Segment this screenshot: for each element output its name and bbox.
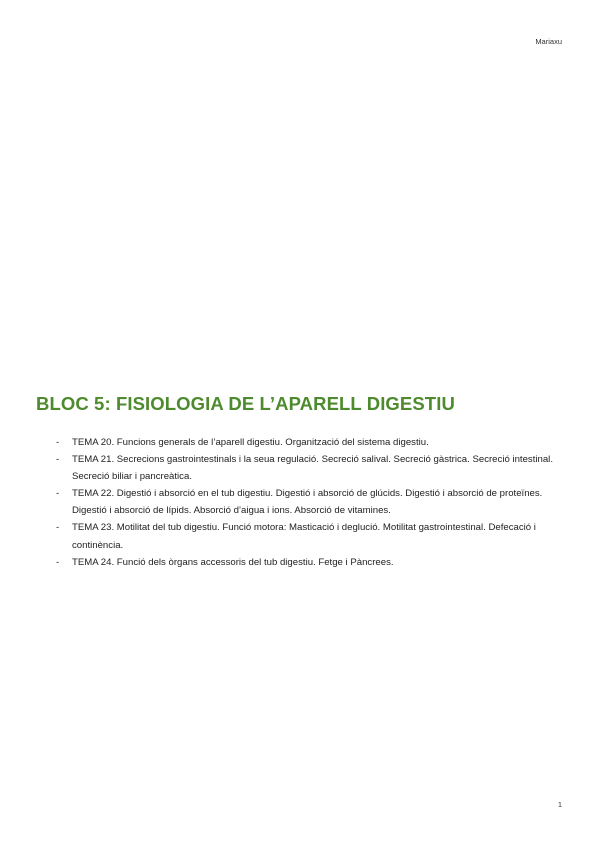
topic-item-tema-24 [56, 554, 566, 571]
topic-text: TEMA 21. Secrecions gastrointestinals i la seua regulació. Secreció salival. Secreció gàstrica. Secreció intestinal. Secreció biliar i pancreàtica. [72, 454, 553, 483]
topic-item-tema-22 [56, 485, 566, 519]
page-number: 1 [557, 800, 562, 809]
list-dash: - [56, 522, 60, 534]
topic-text: TEMA 24. Funció dels òrgans accessoris del tub digestiu. Fetge i Pàncrees. [72, 556, 394, 568]
list-dash: - [56, 488, 60, 500]
topic-item-tema-21 [56, 451, 566, 485]
topic-text: TEMA 20. Funcions generals de l’aparell digestiu. Organització del sistema digestiu. [72, 437, 429, 448]
topic-text: TEMA 22. Digestió i absorció en el tub digestiu. Digestió i absorció de glúcids. Digestió i absorció de proteïnes. Digestió i absorció de lípids. Absorció d’aigua i ions. Absorció de vitamines. [72, 488, 543, 517]
topic-item-tema-23 [56, 519, 566, 553]
topic-item-tema-20 [56, 434, 566, 451]
list-dash: - [56, 454, 60, 466]
list-dash: - [56, 437, 60, 448]
topic-list [56, 434, 566, 571]
topic-text: TEMA 23. Motilitat del tub digestiu. Funció motora: Masticació i deglució. Motilitat gastrointestinal. Defecació i continència. [72, 522, 536, 551]
bloc-title: BLOC 5: FISIOLOGIA DE L’APARELL DIGESTIU [36, 393, 455, 414]
header-author: Mariaxu [535, 37, 562, 46]
list-dash: - [56, 556, 60, 568]
